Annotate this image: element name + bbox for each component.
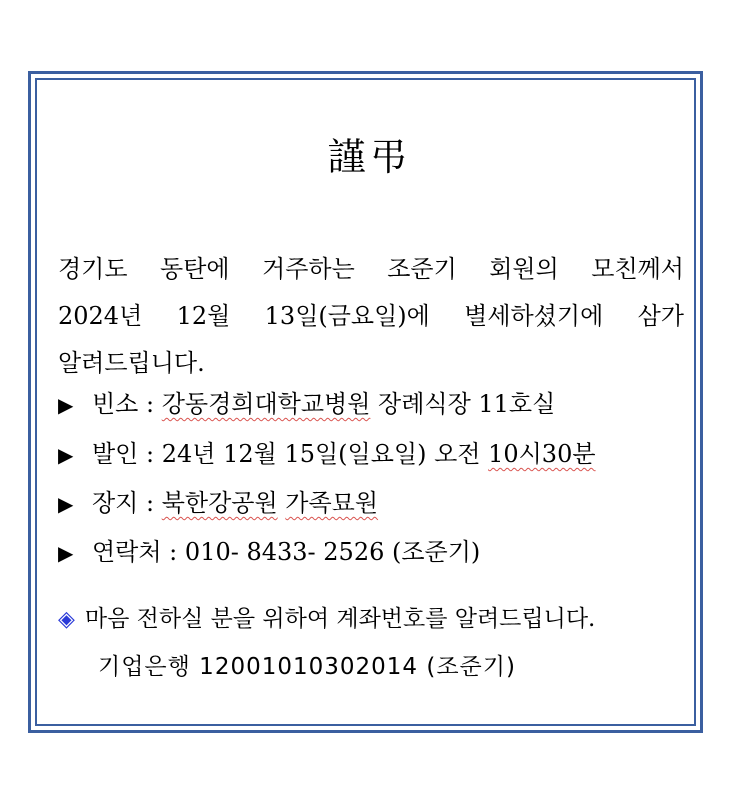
burial-row	[58, 483, 378, 518]
account-note-text: 마음 전하실 분을 위하여 계좌번호를 알려드립니다.	[84, 606, 596, 632]
paragraph-line-2: 2024년 12월 13일(금요일)에 별세하셨기에 삼가	[58, 302, 684, 330]
burial-value-2: 가족묘원	[285, 489, 379, 517]
funeral-hall-value: 강동경희대학교병원	[161, 390, 371, 418]
account-note	[58, 600, 595, 633]
page-title: 謹弔	[327, 135, 412, 179]
contact-value: 010- 8433- 2526 (조준기)	[184, 538, 481, 566]
departure-time: 10시30분	[488, 440, 596, 468]
funeral-hall-row	[58, 384, 555, 419]
triangle-bullet-icon: ▶	[58, 541, 74, 565]
triangle-bullet-icon: ▶	[58, 492, 74, 516]
paragraph-line-1: 경기도 동탄에 거주하는 조준기 회원의 모친께서	[58, 255, 684, 283]
burial-label: 장지 :	[92, 489, 155, 517]
burial-value-1: 북한강공원	[161, 489, 278, 517]
funeral-hall-room: 장례식장 11호실	[378, 390, 556, 418]
contact-row	[58, 532, 480, 567]
departure-row	[58, 434, 596, 469]
diamond-icon: ◈	[58, 607, 75, 632]
triangle-bullet-icon: ▶	[58, 443, 74, 467]
triangle-bullet-icon: ▶	[58, 393, 74, 417]
departure-label: 발인 :	[92, 440, 155, 468]
contact-label: 연락처 :	[92, 538, 178, 566]
departure-value: 24년 12월 15일(일요일) 오전	[161, 440, 481, 468]
announcement-paragraph	[58, 246, 684, 387]
funeral-hall-label: 빈소 :	[92, 390, 155, 418]
paragraph-line-3: 알려드립니다.	[58, 349, 205, 377]
bank-account: 기업은행 12001010302014 (조준기)	[98, 654, 516, 680]
